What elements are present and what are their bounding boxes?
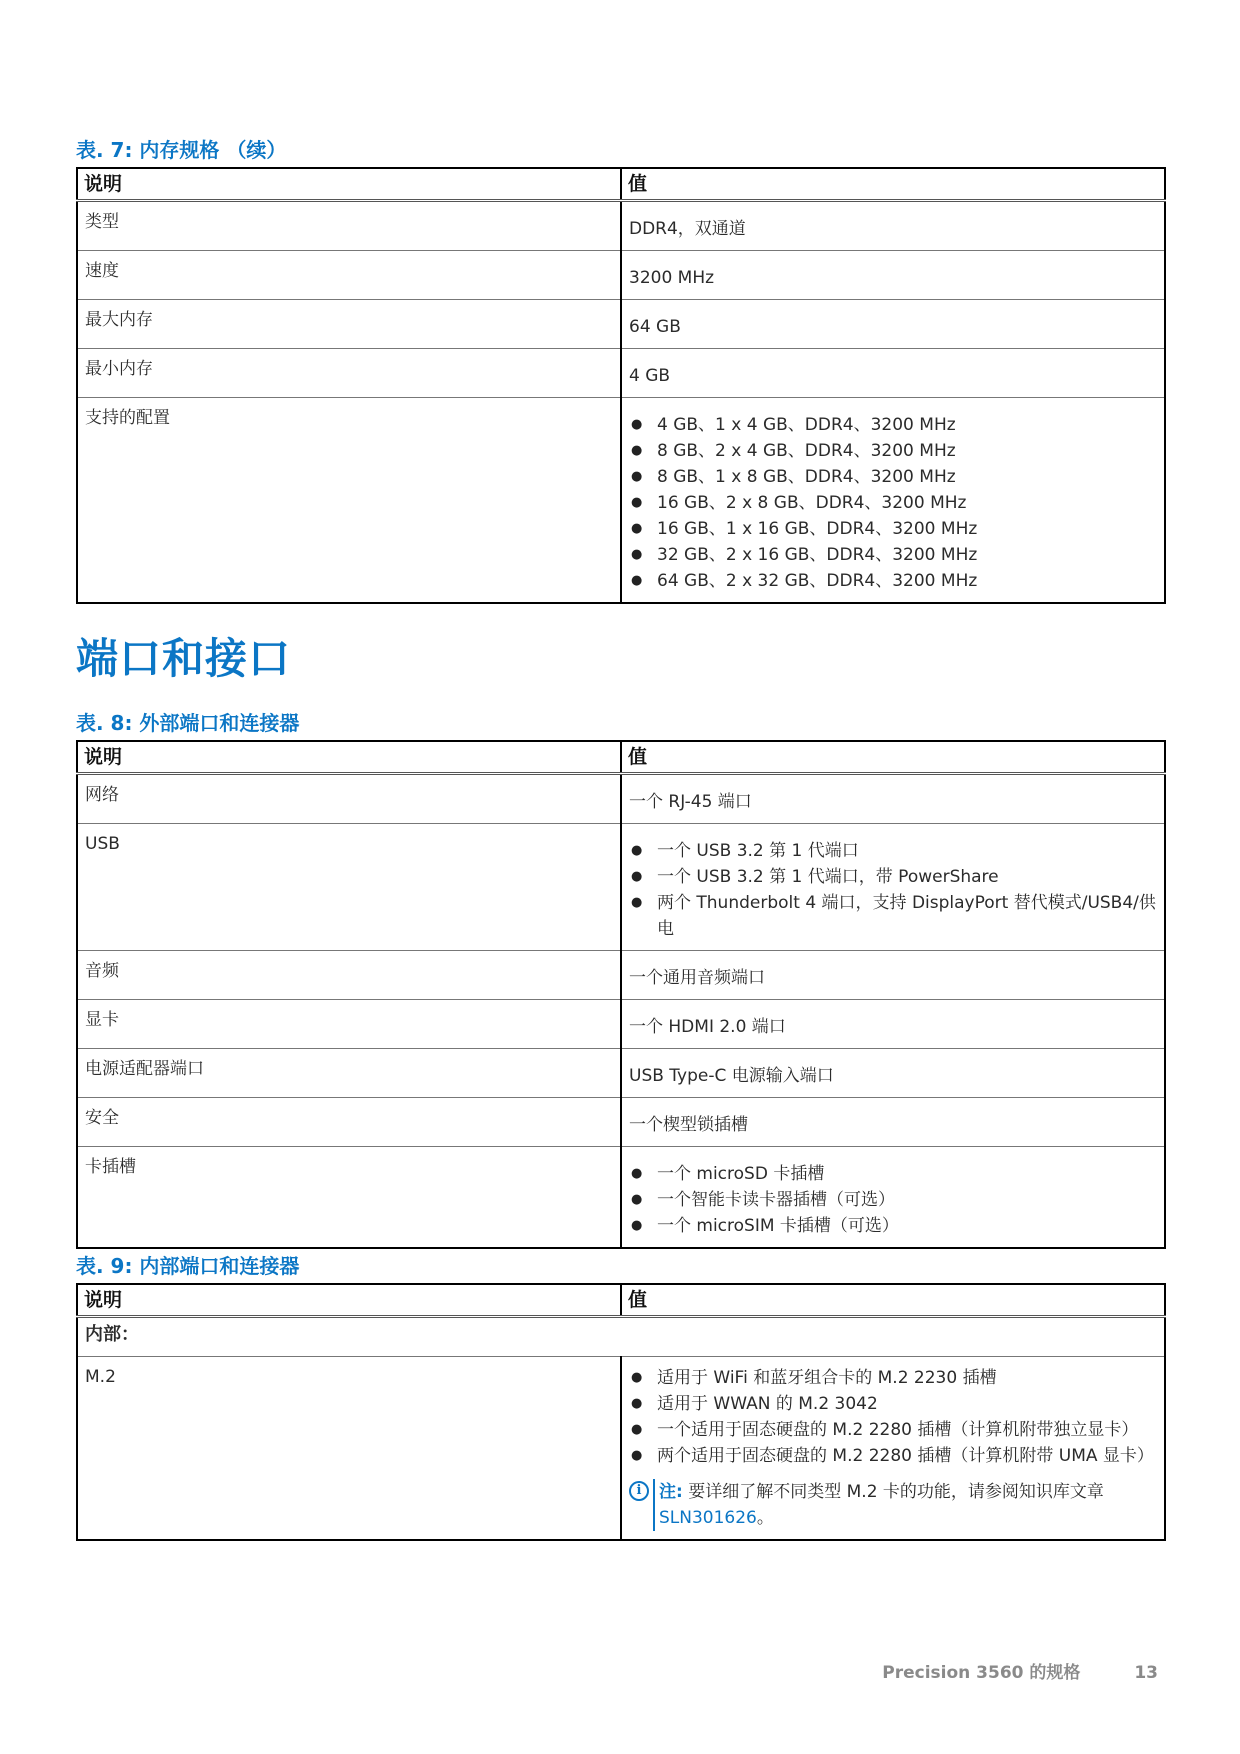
table-9-caption: 表. 9: 内部端口和连接器 [76, 1254, 300, 1278]
row-value: 一个楔型锁插槽 [621, 1098, 1165, 1147]
list-item: ● 适用于 WiFi 和蓝牙组合卡的 M.2 2230 插槽 [629, 1365, 1157, 1391]
note [629, 1479, 1157, 1531]
table-row [77, 1049, 1165, 1098]
table-8-caption: 表. 8: 外部端口和连接器 [76, 711, 300, 735]
list-item: ● 8 GB、2 x 4 GB、DDR4、3200 MHz [629, 438, 1157, 464]
list-item: ● 一个 USB 3.2 第 1 代端口，带 PowerShare [629, 864, 1157, 890]
table-section-row [77, 1317, 1165, 1357]
row-label: M.2 [77, 1357, 621, 1541]
table-header-row [77, 741, 1165, 774]
row-value [621, 1357, 1165, 1541]
row-label: 最小内存 [77, 349, 621, 398]
row-value: 4 GB [621, 349, 1165, 398]
row-value [621, 398, 1165, 604]
row-label: 电源适配器端口 [77, 1049, 621, 1098]
list-item: ● 适用于 WWAN 的 M.2 3042 [629, 1391, 1157, 1417]
header-value: 值 [621, 1284, 1165, 1317]
row-value: 一个 HDMI 2.0 端口 [621, 1000, 1165, 1049]
row-value: 一个 RJ-45 端口 [621, 774, 1165, 824]
list-item: ● 4 GB、1 x 4 GB、DDR4、3200 MHz [629, 412, 1157, 438]
table-row [77, 824, 1165, 951]
table-row [77, 349, 1165, 398]
table-8-external-ports [76, 740, 1166, 1249]
list-item: ● 两个适用于固态硬盘的 M.2 2280 插槽（计算机附带 UMA 显卡） [629, 1443, 1157, 1469]
table-row [77, 1098, 1165, 1147]
row-value: 一个通用音频端口 [621, 951, 1165, 1000]
header-description: 说明 [77, 741, 621, 774]
list-item: ● 一个智能卡读卡器插槽（可选） [629, 1187, 1157, 1213]
section-label: 内部： [77, 1317, 1165, 1357]
table-row [77, 398, 1165, 604]
list-item: ● 一个 microSD 卡插槽 [629, 1161, 1157, 1187]
note-end: 。 [756, 1508, 774, 1528]
row-label: 最大内存 [77, 300, 621, 349]
row-label: 卡插槽 [77, 1147, 621, 1249]
header-description: 说明 [77, 1284, 621, 1317]
table-header-row [77, 1284, 1165, 1317]
row-value: 3200 MHz [621, 251, 1165, 300]
row-value: USB Type-C 电源输入端口 [621, 1049, 1165, 1098]
row-value: DDR4，双通道 [621, 201, 1165, 251]
note-text: 要详细了解不同类型 M.2 卡的功能，请参阅知识库文章 [688, 1482, 1104, 1502]
kb-article-link[interactable]: SLN301626 [659, 1508, 757, 1528]
row-label: 类型 [77, 201, 621, 251]
list-item: ● 一个 USB 3.2 第 1 代端口 [629, 838, 1157, 864]
footer-title: Precision 3560 的规格 [882, 1663, 1081, 1683]
info-icon: i [629, 1481, 649, 1501]
list-item: ● 一个适用于固态硬盘的 M.2 2280 插槽（计算机附带独立显卡） [629, 1417, 1157, 1443]
list-item: ● 两个 Thunderbolt 4 端口，支持 DisplayPort 替代模式/USB4/供电 [629, 890, 1157, 942]
table-row [77, 1357, 1165, 1541]
page-number: 13 [1134, 1663, 1158, 1683]
row-label: 安全 [77, 1098, 621, 1147]
table-7-caption: 表. 7: 内存规格 （续） [76, 138, 287, 162]
table-row [77, 201, 1165, 251]
row-value [621, 824, 1165, 951]
card-slot-list [629, 1161, 1157, 1239]
list-item: ● 一个 microSIM 卡插槽（可选） [629, 1213, 1157, 1239]
table-7-memory-spec [76, 167, 1166, 604]
list-item: ● 8 GB、1 x 8 GB、DDR4、3200 MHz [629, 464, 1157, 490]
table-row [77, 951, 1165, 1000]
header-description: 说明 [77, 168, 621, 201]
list-item: ● 16 GB、2 x 8 GB、DDR4、3200 MHz [629, 490, 1157, 516]
table-row [77, 1000, 1165, 1049]
header-value: 值 [621, 741, 1165, 774]
header-value: 值 [621, 168, 1165, 201]
row-label: 音频 [77, 951, 621, 1000]
row-label: USB [77, 824, 621, 951]
note-label: 注: [659, 1482, 683, 1502]
table-row [77, 300, 1165, 349]
row-label: 显卡 [77, 1000, 621, 1049]
page-footer [882, 1658, 1158, 1683]
list-item: ● 32 GB、2 x 16 GB、DDR4、3200 MHz [629, 542, 1157, 568]
row-label: 网络 [77, 774, 621, 824]
usb-list [629, 838, 1157, 942]
table-row [77, 251, 1165, 300]
list-item: ● 16 GB、1 x 16 GB、DDR4、3200 MHz [629, 516, 1157, 542]
row-value: 64 GB [621, 300, 1165, 349]
row-label: 支持的配置 [77, 398, 621, 604]
table-header-row [77, 168, 1165, 201]
section-heading-ports: 端口和接口 [76, 634, 292, 683]
row-value [621, 1147, 1165, 1249]
m2-list [629, 1365, 1157, 1469]
table-9-internal-ports [76, 1283, 1166, 1541]
row-label: 速度 [77, 251, 621, 300]
table-row [77, 774, 1165, 824]
list-item: ● 64 GB、2 x 32 GB、DDR4、3200 MHz [629, 568, 1157, 594]
table-row [77, 1147, 1165, 1249]
config-list [629, 412, 1157, 594]
note-bar [653, 1479, 655, 1531]
